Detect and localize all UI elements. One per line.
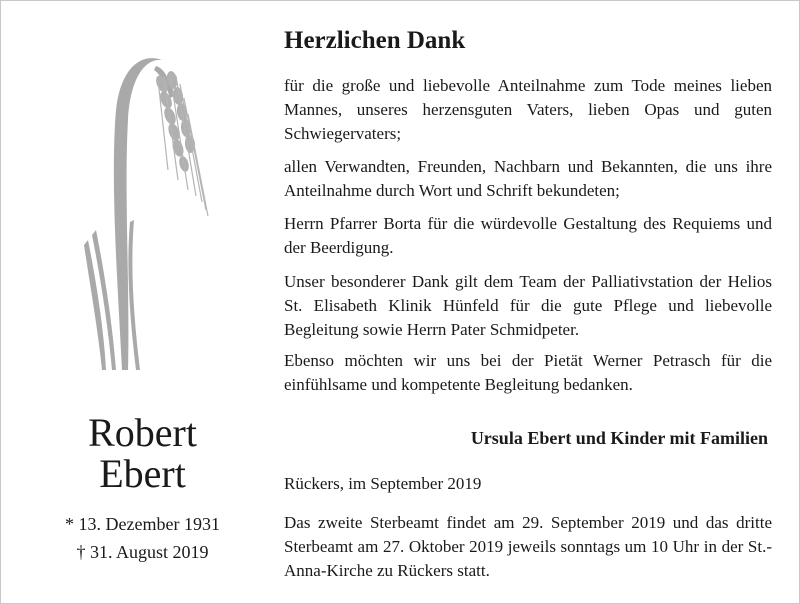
thanks-paragraph: Unser besonderer Dank gilt dem Team der Palliativstation der Helios St. Elisabeth Klinik Hünfeld für die gute Pflege und liebevolle Begleitung sowie Herrn Pater Schmidpeter. (284, 272, 772, 339)
thanks-paragraph: allen Verwandten, Freunden, Nachbarn und Bekannten, die uns ihre Anteilnahme durch Wort und Schrift bekundeten; (284, 157, 772, 200)
thanks-paragraph: für die große und liebevolle Anteilnahme zum Tode meines lieben Mannes, unseres herzensguten Vaters, lieben Opas und guten Schwiegervaters; (284, 76, 772, 143)
service-info: Das zweite Sterbeamt findet am 29. September 2019 und das dritte Sterbeamt am 27. Oktober 2019 jeweils sonntags um 10 Uhr in der St.-Anna-Kirche zu Rückers statt. (284, 513, 772, 580)
thanks-paragraph: Herrn Pfarrer Borta für die würdevolle Gestaltung des Requiems und der Beerdigung. (284, 214, 772, 257)
notice-heading: Herzlichen Dank (284, 27, 466, 54)
family-signature: Ursula Ebert und Kinder mit Familien (470, 428, 768, 448)
wheat-stalk-icon (60, 40, 230, 380)
left-column (0, 0, 272, 604)
birth-date: * 13. Dezember 1931 (65, 514, 220, 534)
place-date: Rückers, im September 2019 (284, 474, 482, 493)
deceased-last-name: Ebert (99, 451, 186, 496)
death-date: † 31. August 2019 (76, 542, 209, 562)
deceased-first-name: Robert (88, 410, 197, 455)
thanks-paragraph: Ebenso möchten wir uns bei der Pietät Werner Petrasch für die einfühlsame und kompetente Begleitung bedanken. (284, 351, 772, 394)
